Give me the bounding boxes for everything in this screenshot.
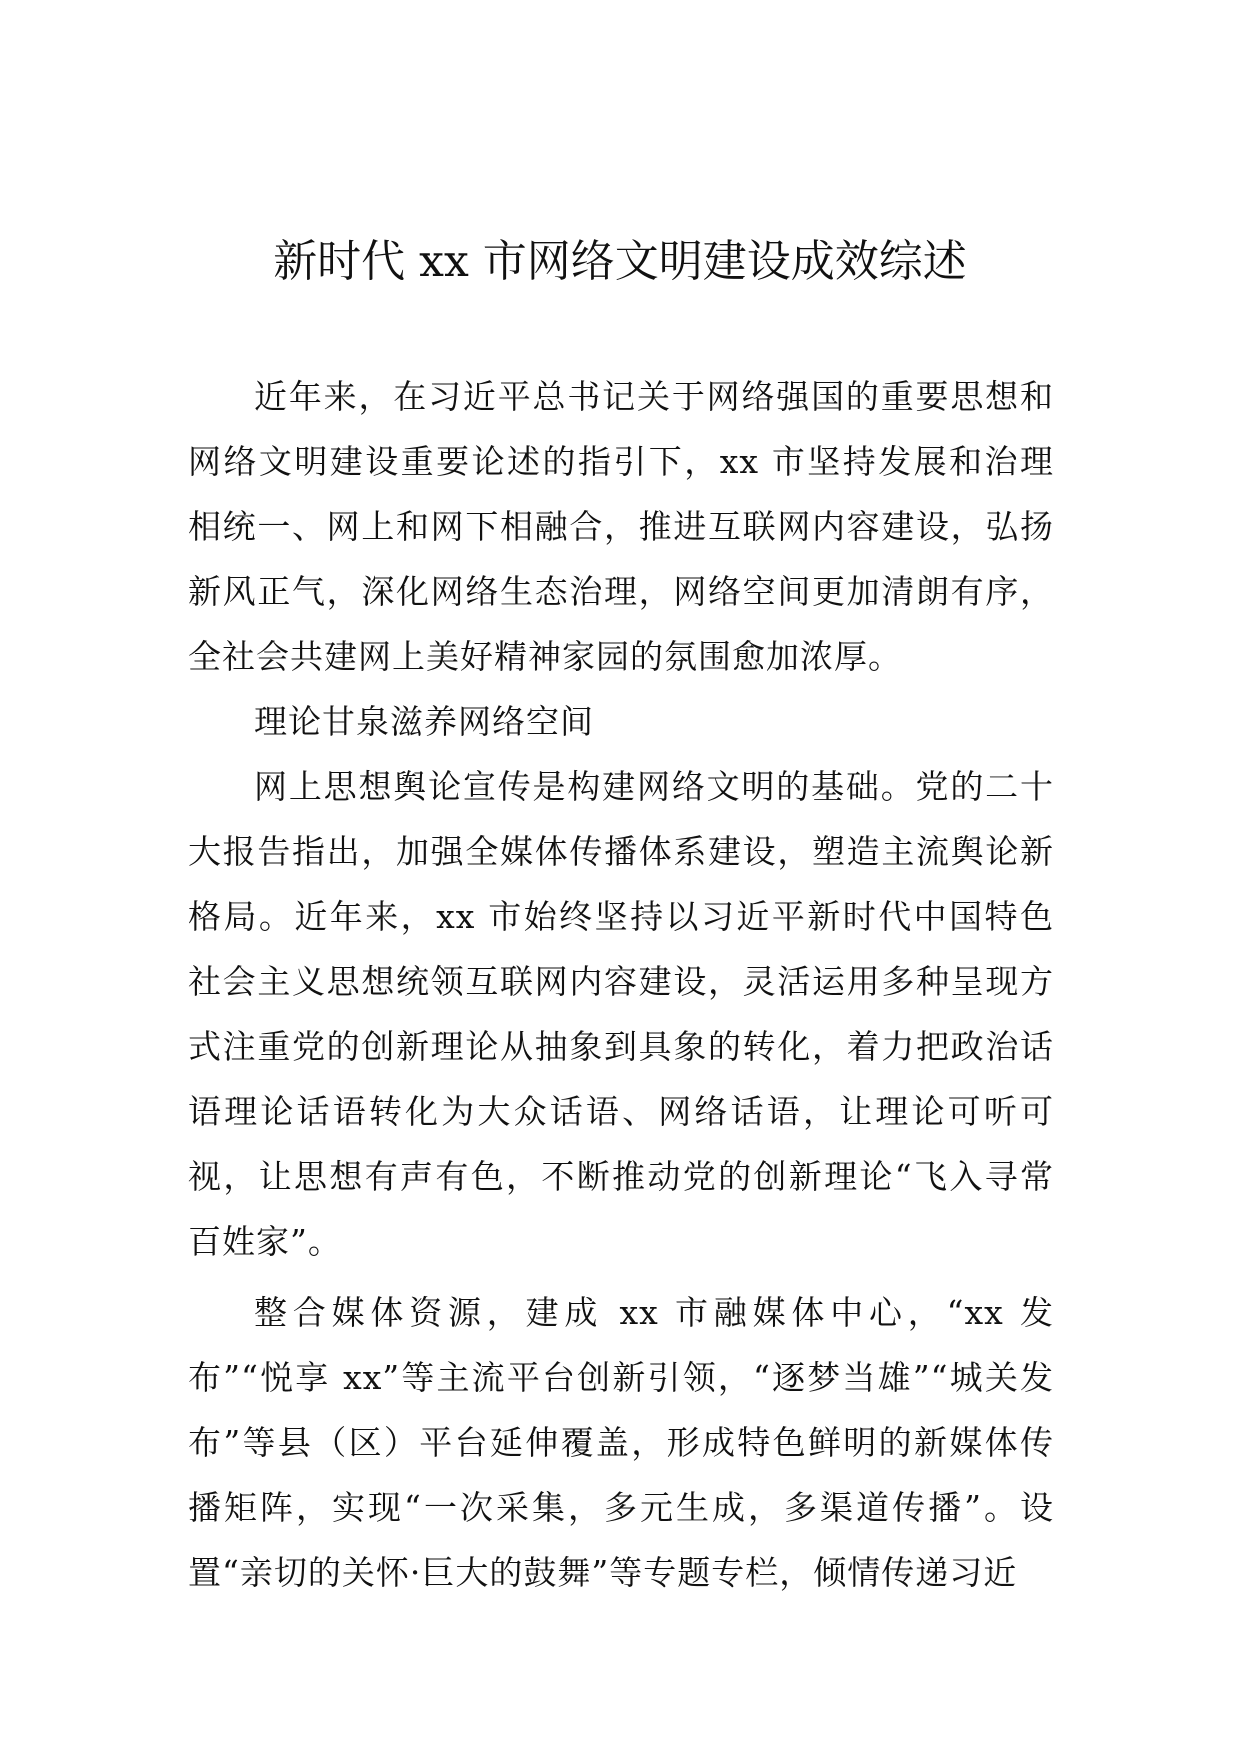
paragraph-media: 整合媒体资源，建成 xx 市融媒体中心，“xx 发布”“悦享 xx”等主流平台创新引领，“逐梦当雄”“城关发布”等县（区）平台延伸覆盖，形成特色鲜明的新媒体传播矩阵，实现“一次采集，多元生成，多渠道传播”。设置“亲切的关怀·巨大的鼓舞”等专题专栏，倾情传递习近 [188,1293,1054,1592]
paragraph-theory: 网上思想舆论宣传是构建网络文明的基础。党的二十大报告指出，加强全媒体传播体系建设，塑造主流舆论新格局。近年来，xx 市始终坚持以习近平新时代中国特色社会主义思想统领互联网内容建设，灵活运用多种呈现方式注重党的创新理论从抽象到具象的转化，着力把政治话语理论话语转化为大众话语、网络话语，让理论可听可视，让思想有声有色，不断推动党的创新理论“飞入寻常百姓家”。 [188,767,1054,1261]
paragraph-intro: 近年来，在习近平总书记关于网络强国的重要思想和网络文明建设重要论述的指引下，xx 市坚持发展和治理相统一、网上和网下相融合，推进互联网内容建设，弘扬新风正气，深化网络生态治理，网络空间更加清朗有序，全社会共建网上美好精神家园的氛围愈加浓厚。 [188,377,1054,676]
document-body [188,364,1054,1605]
section-heading: 理论甘泉滋养网络空间 [254,702,594,741]
document-title: 新时代 xx 市网络文明建设成效综述 [273,236,967,287]
